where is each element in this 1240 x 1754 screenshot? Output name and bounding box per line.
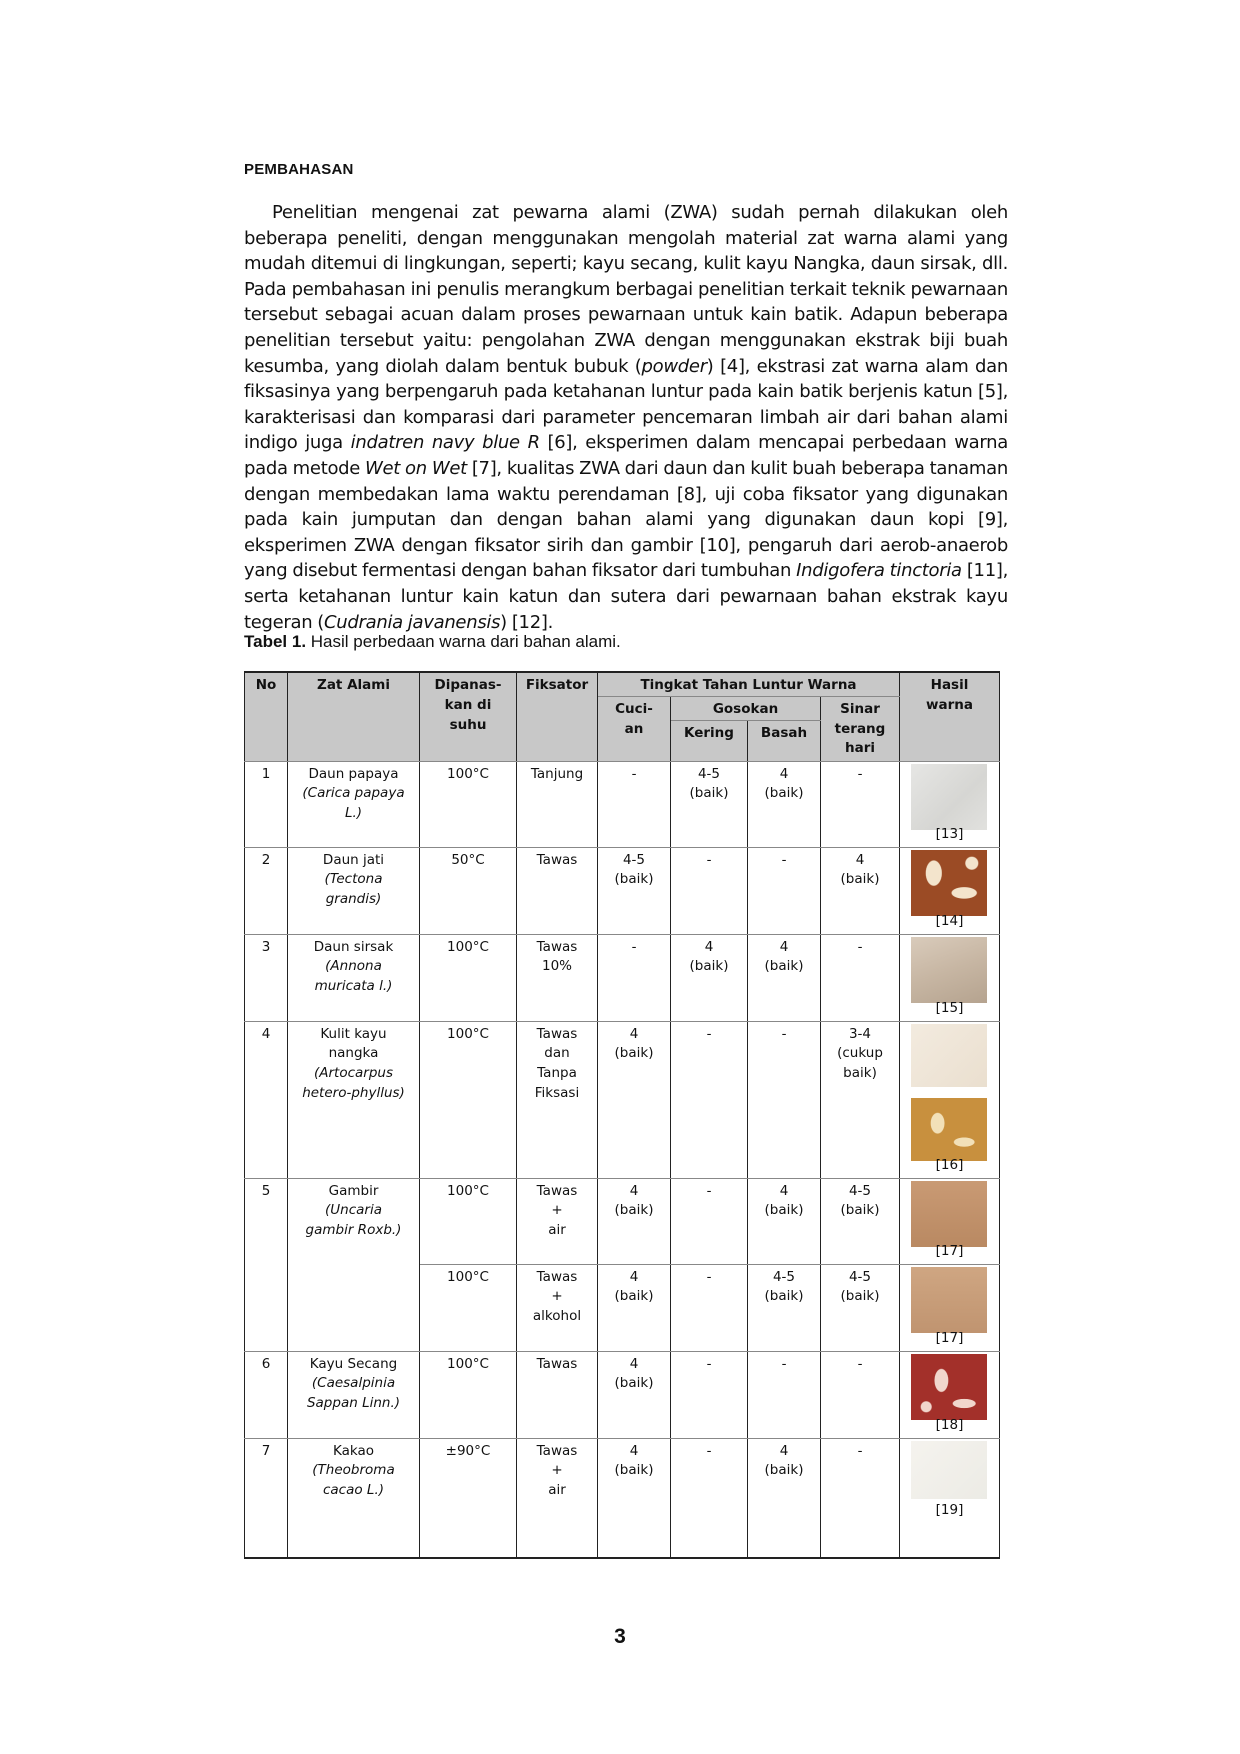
cell-zat: Kulit kayu nangka (Artocarpus hetero-phyllus): [288, 1021, 420, 1178]
cell-cucian: 4 (baik): [598, 1021, 671, 1178]
cell-basah: 4 (baik): [748, 761, 821, 847]
cell-hasil: [900, 761, 1000, 847]
table-row: [245, 934, 1000, 1021]
header-sinar: Sinar terang hari: [821, 696, 900, 761]
cell-kering: -: [671, 1178, 748, 1264]
table-row: [245, 1351, 1000, 1438]
cell-sinar: -: [821, 1351, 900, 1438]
reference-label: [15]: [935, 999, 964, 1016]
table-row: [245, 847, 1000, 934]
cell-kering: -: [671, 1021, 748, 1178]
cell-sinar: -: [821, 1438, 900, 1558]
cell-cucian: 4 (baik): [598, 1178, 671, 1264]
cell-hasil: [900, 1438, 1000, 1558]
results-table: [244, 671, 1000, 1559]
table-row: [245, 761, 1000, 847]
cell-cucian: 4 (baik): [598, 1264, 671, 1351]
reference-label: [18]: [935, 1416, 964, 1433]
section-heading: PEMBAHASAN: [244, 161, 354, 178]
cell-fiksator: Tawas + alkohol: [517, 1264, 598, 1351]
cell-kering: 4-5 (baik): [671, 761, 748, 847]
reference-label: [16]: [935, 1156, 964, 1173]
cell-kering: -: [671, 1438, 748, 1558]
cell-basah: 4 (baik): [748, 934, 821, 1021]
reference-label: [17]: [935, 1329, 964, 1346]
color-swatch-image: [911, 1441, 987, 1499]
cell-cucian: 4-5 (baik): [598, 847, 671, 934]
header-hasil: Hasil warna: [900, 672, 1000, 761]
color-swatch-image: [911, 1024, 987, 1087]
cell-sinar: 3-4 (cukup baik): [821, 1021, 900, 1178]
cell-no: 6: [245, 1351, 288, 1438]
cell-hasil: [900, 1021, 1000, 1178]
cell-zat: Daun papaya (Carica papaya L.): [288, 761, 420, 847]
header-tingkat: Tingkat Tahan Luntur Warna: [598, 672, 900, 696]
cell-hasil: [900, 847, 1000, 934]
cell-zat: Kayu Secang (Caesalpinia Sappan Linn.): [288, 1351, 420, 1438]
cell-basah: 4 (baik): [748, 1178, 821, 1264]
header-no: No: [245, 672, 288, 761]
cell-hasil: [900, 1351, 1000, 1438]
cell-kering: 4 (baik): [671, 934, 748, 1021]
cell-cucian: -: [598, 761, 671, 847]
header-fiksator: Fiksator: [517, 672, 598, 761]
cell-no: 5: [245, 1178, 288, 1351]
cell-basah: -: [748, 1021, 821, 1178]
color-swatch-image: [911, 1267, 987, 1333]
color-swatch-image: [911, 764, 987, 830]
page-number: 3: [614, 1625, 626, 1648]
cell-fiksator: Tawas + air: [517, 1438, 598, 1558]
cell-basah: 4 (baik): [748, 1438, 821, 1558]
cell-sinar: 4-5 (baik): [821, 1178, 900, 1264]
reference-label: [17]: [935, 1242, 964, 1259]
cell-zat: Gambir (Uncaria gambir Roxb.): [288, 1178, 420, 1351]
cell-no: 3: [245, 934, 288, 1021]
header-kering: Kering: [671, 720, 748, 761]
cell-suhu: 100°C: [420, 1264, 517, 1351]
color-swatch-image: [911, 1354, 987, 1420]
header-cucian: Cuci- an: [598, 696, 671, 761]
cell-zat: Daun sirsak (Annona muricata l.): [288, 934, 420, 1021]
table-row: [245, 1178, 1000, 1264]
cell-sinar: -: [821, 761, 900, 847]
cell-suhu: 50°C: [420, 847, 517, 934]
cell-cucian: 4 (baik): [598, 1351, 671, 1438]
reference-label: [14]: [935, 912, 964, 929]
cell-cucian: -: [598, 934, 671, 1021]
cell-no: 7: [245, 1438, 288, 1558]
table-caption: Tabel 1. Hasil perbedaan warna dari bahan alami.: [244, 632, 621, 651]
header-gosokan: Gosokan: [671, 696, 821, 720]
reference-label: [19]: [935, 1502, 964, 1519]
cell-suhu: 100°C: [420, 934, 517, 1021]
cell-no: 2: [245, 847, 288, 934]
cell-no: 1: [245, 761, 288, 847]
cell-sinar: -: [821, 934, 900, 1021]
reference-label: [13]: [935, 825, 964, 842]
cell-kering: -: [671, 847, 748, 934]
header-zat-alami: Zat Alami: [288, 672, 420, 761]
cell-suhu: 100°C: [420, 1178, 517, 1264]
cell-fiksator: Tawas dan Tanpa Fiksasi: [517, 1021, 598, 1178]
cell-suhu: 100°C: [420, 1351, 517, 1438]
cell-fiksator: Tawas + air: [517, 1178, 598, 1264]
color-swatch-image: [911, 1098, 987, 1161]
cell-hasil: [900, 1178, 1000, 1264]
cell-fiksator: Tawas 10%: [517, 934, 598, 1021]
cell-hasil: [900, 1264, 1000, 1351]
cell-cucian: 4 (baik): [598, 1438, 671, 1558]
color-swatch-image: [911, 1181, 987, 1247]
header-suhu: Dipanas- kan di suhu: [420, 672, 517, 761]
cell-kering: -: [671, 1264, 748, 1351]
cell-no: 4: [245, 1021, 288, 1178]
header-basah: Basah: [748, 720, 821, 761]
cell-suhu: ±90°C: [420, 1438, 517, 1558]
cell-suhu: 100°C: [420, 761, 517, 847]
cell-basah: -: [748, 847, 821, 934]
cell-fiksator: Tawas: [517, 847, 598, 934]
cell-zat: Daun jati (Tectona grandis): [288, 847, 420, 934]
cell-kering: -: [671, 1351, 748, 1438]
color-swatch-image: [911, 937, 987, 1003]
table-row: [245, 1438, 1000, 1558]
cell-fiksator: Tawas: [517, 1351, 598, 1438]
cell-sinar: 4 (baik): [821, 847, 900, 934]
cell-hasil: [900, 934, 1000, 1021]
cell-basah: 4-5 (baik): [748, 1264, 821, 1351]
cell-suhu: 100°C: [420, 1021, 517, 1178]
cell-basah: -: [748, 1351, 821, 1438]
cell-fiksator: Tanjung: [517, 761, 598, 847]
table-row: [245, 1021, 1000, 1178]
color-swatch-image: [911, 850, 987, 916]
cell-sinar: 4-5 (baik): [821, 1264, 900, 1351]
cell-zat: Kakao (Theobroma cacao L.): [288, 1438, 420, 1558]
body-paragraph: Penelitian mengenai zat pewarna alami (ZWA) sudah pernah dilakukan oleh beberapa peneliti, dengan menggunakan mengolah material zat warna alami yang mudah ditemui di lingkungan, seperti; kayu secang, kulit kayu Nangka, daun sirsak, dll. Pada pembahasan ini penulis merangkum berbagai penelitian terkait teknik pewarnaan tersebut sebagai acuan dalam proses pewarnaan untuk kain batik. Adapun beberapa penelitian tersebut yaitu: pengolahan ZWA dengan menggunakan ekstrak biji buah kesumba, yang diolah dalam bentuk bubuk (powder) [4], ekstrasi zat warna alam dan fiksasinya yang berpengaruh pada ketahanan luntur pada kain batik berjenis katun [5], karakterisasi dan komparasi dari parameter pencemaran limbah air dari bahan alami indigo juga indatren navy blue R [6], eksperimen dalam mencapai perbedaan warna pada metode Wet on Wet [7], kualitas ZWA dari daun dan kulit buah beberapa tanaman dengan membedakan lama waktu perendaman [8], uji coba fiksator yang digunakan pada kain jumputan dan dengan bahan alami yang digunakan daun kopi [9], eksperimen ZWA dengan fiksator sirih dan gambir [10], pengaruh dari aerob-anaerob yang disebut fermentasi dengan bahan fiksator dari tumbuhan Indigofera tinctoria [11], serta ketahanan luntur kain katun dan sutera dari pewarnaan bahan ekstrak kayu tegeran (Cudrania javanensis) [12].: [244, 202, 1008, 633]
